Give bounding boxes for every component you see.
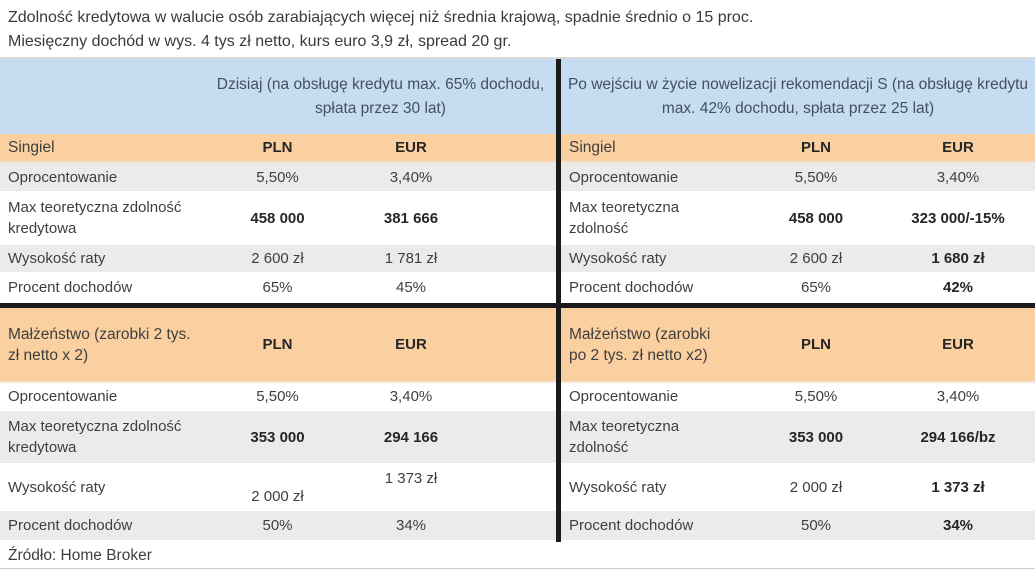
row-label: Wysokość raty xyxy=(569,250,667,267)
eur-value: 45% xyxy=(395,279,427,296)
comparison-table xyxy=(0,57,1035,542)
pln-value: 5,50% xyxy=(794,387,838,405)
row-wysokosc-raty xyxy=(561,245,1035,274)
eur-column-header: EUR xyxy=(942,336,974,353)
row-max-zdolnosc xyxy=(0,193,556,245)
eur-value: 1 373 zł xyxy=(931,478,985,496)
row-label: Oprocentowanie xyxy=(8,168,118,186)
pln-value: 2 000 zł xyxy=(251,488,304,505)
row-label: Procent dochodów xyxy=(569,279,694,296)
eur-value: 1 680 zł xyxy=(931,250,985,267)
pln-column-header: PLN xyxy=(801,336,831,353)
group-row-singiel xyxy=(0,134,556,163)
eur-value: 294 166/bz xyxy=(920,428,996,446)
row-label: Max teoretyczna zdolność xyxy=(569,199,680,237)
pln-value: 458 000 xyxy=(788,209,844,227)
eur-value: 3,40% xyxy=(389,387,433,405)
row-procent-dochodow xyxy=(0,274,556,303)
group-row-malzenstwo xyxy=(561,308,1035,383)
pln-value: 65% xyxy=(262,279,293,296)
row-label: Max teoretyczna zdolność kredytowa xyxy=(8,199,182,237)
row-oprocentowanie xyxy=(0,163,556,193)
title-line-2: Miesięczny dochód w wys. 4 tys zł netto, kurs euro 3,9 zł, spread 20 gr. xyxy=(8,33,512,50)
eur-value: 3,40% xyxy=(936,168,980,186)
row-wysokosc-raty xyxy=(0,465,556,511)
pln-column-header: PLN xyxy=(262,139,293,156)
panel-today xyxy=(0,59,556,542)
group-row-malzenstwo xyxy=(0,308,556,383)
source-note: Źródło: Home Broker xyxy=(8,547,152,564)
pln-value: 458 000 xyxy=(250,209,305,227)
panel-today-header xyxy=(0,59,556,134)
row-label: Max teoretyczna zdolność xyxy=(569,418,680,456)
panel-header-text: Dzisiaj (na obsługę kredytu max. 65% dochodu, spłata przez 30 lat) xyxy=(216,75,545,117)
eur-value: 42% xyxy=(942,279,974,296)
eur-column-header: EUR xyxy=(942,139,974,156)
pln-value: 2 600 zł xyxy=(789,250,843,267)
title-line-1: Zdolność kredytowa w walucie osób zarabiających więcej niż średnia krajową, spadnie średnio o 15 proc. xyxy=(8,9,754,26)
group-label: Singiel xyxy=(8,139,55,156)
eur-value: 34% xyxy=(395,517,427,534)
row-max-zdolnosc xyxy=(561,411,1035,465)
bottom-rule xyxy=(0,568,1035,569)
pln-value: 5,50% xyxy=(256,387,299,405)
eur-column-header: EUR xyxy=(395,139,427,156)
row-label: Wysokość raty xyxy=(8,250,106,267)
eur-value: 3,40% xyxy=(389,168,433,186)
row-procent-dochodow xyxy=(561,274,1035,303)
page-title xyxy=(0,0,1035,57)
group-row-singiel xyxy=(561,134,1035,163)
eur-value: 323 000/-15% xyxy=(911,209,1005,227)
pln-column-header: PLN xyxy=(262,336,293,353)
row-procent-dochodow xyxy=(0,511,556,542)
panel-after-recommendation-s xyxy=(561,59,1035,542)
group-label: Małżeństwo (zarobki 2 tys. zł netto x 2) xyxy=(8,325,191,364)
pln-value: 2 000 zł xyxy=(789,478,843,496)
pln-column-header: PLN xyxy=(801,139,831,156)
row-label: Oprocentowanie xyxy=(569,168,679,186)
panel-after-header xyxy=(561,59,1035,134)
eur-value: 294 166 xyxy=(383,428,439,446)
pln-value: 2 600 zł xyxy=(251,250,304,267)
eur-value: 381 666 xyxy=(383,209,439,227)
row-wysokosc-raty xyxy=(561,465,1035,511)
row-wysokosc-raty xyxy=(0,245,556,274)
row-max-zdolnosc xyxy=(0,411,556,465)
row-oprocentowanie xyxy=(561,163,1035,193)
eur-value: 1 373 zł xyxy=(384,470,438,487)
row-label: Oprocentowanie xyxy=(569,387,679,405)
pln-value: 5,50% xyxy=(256,168,299,186)
group-label: Singiel xyxy=(569,139,616,156)
eur-column-header: EUR xyxy=(395,336,427,353)
pln-value: 353 000 xyxy=(250,428,305,446)
eur-value: 3,40% xyxy=(936,387,980,405)
group-label: Małżeństwo (zarobki po 2 tys. zł netto x2) xyxy=(569,325,711,364)
row-max-zdolnosc xyxy=(561,193,1035,245)
panel-header-text: Po wejściu w życie nowelizacji rekomendacji S (na obsługę kredytu max. 42% dochodu, spłata przez 25 lat) xyxy=(567,75,1029,117)
row-oprocentowanie xyxy=(561,383,1035,411)
eur-value: 1 781 zł xyxy=(384,250,438,267)
pln-value: 50% xyxy=(800,517,832,534)
row-label: Wysokość raty xyxy=(8,478,106,496)
row-label: Procent dochodów xyxy=(8,279,133,296)
pln-value: 5,50% xyxy=(794,168,838,186)
row-label: Procent dochodów xyxy=(8,517,133,534)
row-label: Max teoretyczna zdolność kredytowa xyxy=(8,418,182,456)
eur-value: 34% xyxy=(942,517,974,534)
pln-value: 50% xyxy=(262,517,293,534)
row-label: Wysokość raty xyxy=(569,478,667,496)
row-label: Procent dochodów xyxy=(569,517,694,534)
pln-value: 353 000 xyxy=(788,428,844,446)
row-label: Oprocentowanie xyxy=(8,387,118,405)
pln-value: 65% xyxy=(800,279,832,296)
row-oprocentowanie xyxy=(0,383,556,411)
row-procent-dochodow xyxy=(561,511,1035,542)
